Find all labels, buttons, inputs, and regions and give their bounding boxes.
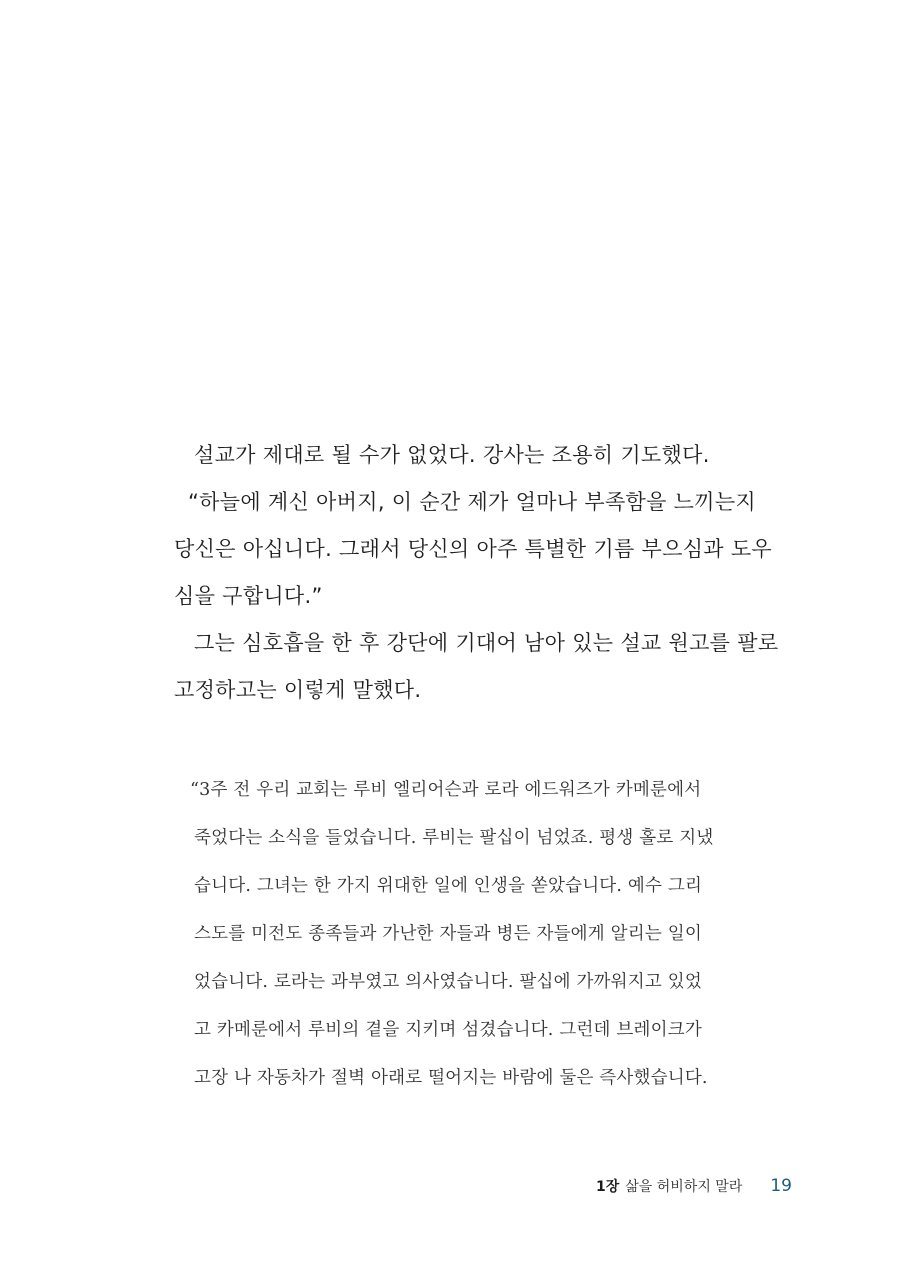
chapter-number: 1장 xyxy=(596,1179,620,1195)
body-line: 당신은 아십니다. 그래서 당신의 아주 특별한 기름 부으심과 도우 xyxy=(174,537,773,561)
quote-line: 고 카메룬에서 루비의 곁을 지키며 섬겼습니다. 그런데 브레이크가 xyxy=(194,1020,702,1040)
page-number: 19 xyxy=(770,1176,792,1196)
running-footer xyxy=(596,1176,792,1196)
quote-line: 고장 나 자동차가 절벽 아래로 떨어지는 바람에 둘은 즉사했습니다. xyxy=(194,1068,708,1088)
quote-line: 스도를 미전도 종족들과 가난한 자들과 병든 자들에게 알리는 일이 xyxy=(194,924,702,944)
body-line: 고정하고는 이렇게 말했다. xyxy=(174,678,422,702)
body-line: 설교가 제대로 될 수가 없었다. 강사는 조용히 기도했다. xyxy=(194,443,710,467)
quote-line: 습니다. 그녀는 한 가지 위대한 일에 인생을 쏟았습니다. 예수 그리 xyxy=(194,876,703,896)
sermon-quote-block xyxy=(190,766,770,1102)
quote-line: 었습니다. 로라는 과부였고 의사였습니다. 팔십에 가까워지고 있었 xyxy=(194,972,702,992)
quote-line: “3주 전 우리 교회는 루비 엘리어슨과 로라 에드워즈가 카메룬에서 xyxy=(190,780,702,800)
chapter-title: 삶을 허비하지 말라 xyxy=(625,1179,743,1195)
body-line: 그는 심호흡을 한 후 강단에 기대어 남아 있는 설교 원고를 팔로 xyxy=(194,631,779,655)
body-text xyxy=(174,432,792,714)
body-line: 심을 구합니다.” xyxy=(174,584,323,608)
quote-line: 죽었다는 소식을 들었습니다. 루비는 팔십이 넘었죠. 평생 홀로 지냈 xyxy=(194,828,714,848)
body-line: “하늘에 계신 아버지, 이 순간 제가 얼마나 부족함을 느끼는지 xyxy=(188,490,757,514)
